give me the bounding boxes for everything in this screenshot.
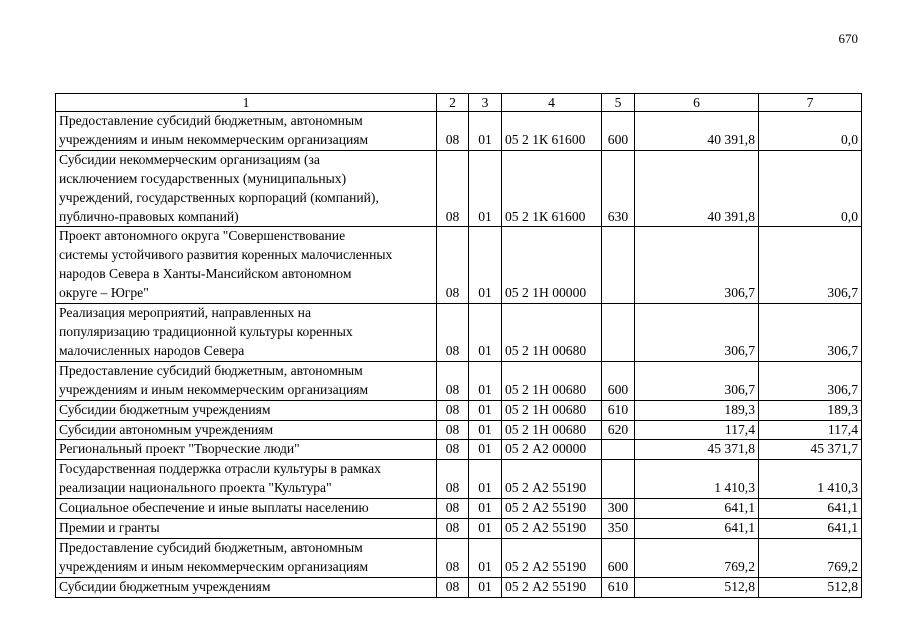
target-code-cell: 05 2 1Н 00680 [502,420,602,440]
section-code-cell: 08 [437,227,469,304]
amount-cell-col6: 40 391,8 [635,150,759,227]
section-code-cell: 08 [437,304,469,362]
row-name-line: малочисленных народов Севера [59,342,245,358]
subsection-code-cell: 01 [469,577,502,597]
amount-cell-col7: 0,0 [759,112,862,151]
section-code-cell: 08 [437,400,469,420]
amount-cell-col6: 641,1 [635,519,759,539]
column-header-2: 2 [437,94,469,112]
row-name-line: Субсидии автономным учреждениям [59,421,274,437]
amount-cell-col7: 306,7 [759,304,862,362]
section-code-cell: 08 [437,577,469,597]
row-name-line: учреждениям и иным некоммерческим организациям [59,381,369,397]
target-code-cell: 05 2 А2 55190 [502,460,602,499]
target-code-cell: 05 2 1Н 00000 [502,227,602,304]
subsection-code-cell: 01 [469,400,502,420]
row-name-line: Предоставление субсидий бюджетным, автономным [59,539,363,555]
row-name-line: Реализация мероприятий, направленных на [59,305,311,321]
table-row [56,227,862,304]
row-name-line: Проект автономного округа "Совершенствование [59,228,346,244]
subsection-code-cell: 01 [469,361,502,400]
expense-type-cell [602,304,635,362]
row-name-cell [56,499,437,519]
section-code-cell: 08 [437,519,469,539]
table-row [56,112,862,151]
section-code-cell: 08 [437,361,469,400]
row-name-line: Предоставление субсидий бюджетным, автономным [59,113,363,128]
amount-cell-col7: 641,1 [759,519,862,539]
amount-cell-col6: 189,3 [635,400,759,420]
row-name-line: Предоставление субсидий бюджетным, автономным [59,362,363,378]
row-name-line: округе – Югре" [59,285,149,301]
amount-cell-col6: 40 391,8 [635,112,759,151]
section-code-cell: 08 [437,538,469,577]
row-name-line: Субсидии некоммерческим организациям (за [59,151,320,167]
table-row [56,304,862,362]
target-code-cell: 05 2 1К 61600 [502,112,602,151]
target-code-cell: 05 2 А2 00000 [502,440,602,460]
amount-cell-col6: 306,7 [635,304,759,362]
row-name-cell [56,361,437,400]
expense-type-cell [602,460,635,499]
row-name-line: учреждениям и иным некоммерческим организациям [59,131,369,147]
expense-type-cell: 620 [602,420,635,440]
amount-cell-col7: 45 371,7 [759,440,862,460]
table-body [56,112,862,598]
section-code-cell: 08 [437,112,469,151]
subsection-code-cell: 01 [469,499,502,519]
section-code-cell: 08 [437,150,469,227]
table-row [56,538,862,577]
amount-cell-col6: 641,1 [635,499,759,519]
row-name-line: учреждений, государственных корпораций (компаний), [59,189,379,205]
expense-type-cell: 630 [602,150,635,227]
row-name-cell [56,420,437,440]
amount-cell-col6: 1 410,3 [635,460,759,499]
amount-cell-col7: 306,7 [759,361,862,400]
subsection-code-cell: 01 [469,150,502,227]
table-header-row [56,94,862,112]
table-row [56,577,862,597]
row-name-line: Премии и гранты [59,520,160,536]
table-row [56,460,862,499]
subsection-code-cell: 01 [469,227,502,304]
expense-type-cell: 600 [602,112,635,151]
row-name-cell [56,304,437,362]
row-name-cell [56,400,437,420]
amount-cell-col6: 117,4 [635,420,759,440]
target-code-cell: 05 2 1Н 00680 [502,361,602,400]
row-name-line: Региональный проект "Творческие люди" [59,441,300,457]
table-row [56,440,862,460]
row-name-cell [56,519,437,539]
target-code-cell: 05 2 А2 55190 [502,519,602,539]
amount-cell-col7: 769,2 [759,538,862,577]
subsection-code-cell: 01 [469,519,502,539]
row-name-line: исключением государственных (муниципальных) [59,170,347,186]
expense-type-cell: 600 [602,538,635,577]
row-name-line: публично-правовых компаний) [59,208,239,224]
row-name-cell [56,150,437,227]
column-header-1: 1 [56,94,437,112]
amount-cell-col6: 306,7 [635,361,759,400]
section-code-cell: 08 [437,440,469,460]
expense-type-cell: 610 [602,400,635,420]
column-header-4: 4 [502,94,602,112]
page-number: 670 [838,31,858,46]
expense-type-cell [602,227,635,304]
row-name-line: популяризацию традиционной культуры коренных [59,323,353,339]
amount-cell-col6: 45 371,8 [635,440,759,460]
amount-cell-col7: 306,7 [759,227,862,304]
section-code-cell: 08 [437,420,469,440]
expense-type-cell: 600 [602,361,635,400]
subsection-code-cell: 01 [469,112,502,151]
target-code-cell: 05 2 А2 55190 [502,538,602,577]
column-header-6: 6 [635,94,759,112]
subsection-code-cell: 01 [469,538,502,577]
table-row [56,361,862,400]
section-code-cell: 08 [437,460,469,499]
subsection-code-cell: 01 [469,420,502,440]
target-code-cell: 05 2 А2 55190 [502,499,602,519]
table-row [56,499,862,519]
amount-cell-col7: 189,3 [759,400,862,420]
target-code-cell: 05 2 1К 61600 [502,150,602,227]
amount-cell-col7: 512,8 [759,577,862,597]
expense-type-cell: 300 [602,499,635,519]
subsection-code-cell: 01 [469,460,502,499]
table-row [56,150,862,227]
row-name-cell [56,112,437,151]
row-name-cell [56,440,437,460]
budget-table [55,93,862,598]
amount-cell-col6: 306,7 [635,227,759,304]
row-name-cell [56,577,437,597]
amount-cell-col6: 512,8 [635,577,759,597]
row-name-cell [56,538,437,577]
table-row [56,420,862,440]
expense-type-cell: 350 [602,519,635,539]
row-name-line: реализации национального проекта "Культура" [59,480,332,496]
amount-cell-col6: 769,2 [635,538,759,577]
subsection-code-cell: 01 [469,304,502,362]
expense-type-cell: 610 [602,577,635,597]
section-code-cell: 08 [437,499,469,519]
subsection-code-cell: 01 [469,440,502,460]
table-row [56,400,862,420]
row-name-line: системы устойчивого развития коренных малочисленных [59,247,393,263]
amount-cell-col7: 117,4 [759,420,862,440]
target-code-cell: 05 2 А2 55190 [502,577,602,597]
expense-type-cell [602,440,635,460]
row-name-line: Субсидии бюджетным учреждениям [59,401,271,417]
row-name-line: Субсидии бюджетным учреждениям [59,578,271,594]
amount-cell-col7: 0,0 [759,150,862,227]
row-name-line: Государственная поддержка отрасли культуры в рамках [59,461,381,477]
row-name-line: учреждениям и иным некоммерческим организациям [59,558,369,574]
column-header-3: 3 [469,94,502,112]
column-header-5: 5 [602,94,635,112]
row-name-line: Социальное обеспечение и иные выплаты населению [59,500,369,516]
column-header-7: 7 [759,94,862,112]
target-code-cell: 05 2 1Н 00680 [502,400,602,420]
row-name-cell [56,227,437,304]
table-row [56,519,862,539]
row-name-line: народов Севера в Ханты-Мансийском автономном [59,266,352,282]
amount-cell-col7: 1 410,3 [759,460,862,499]
amount-cell-col7: 641,1 [759,499,862,519]
row-name-cell [56,460,437,499]
target-code-cell: 05 2 1Н 00680 [502,304,602,362]
